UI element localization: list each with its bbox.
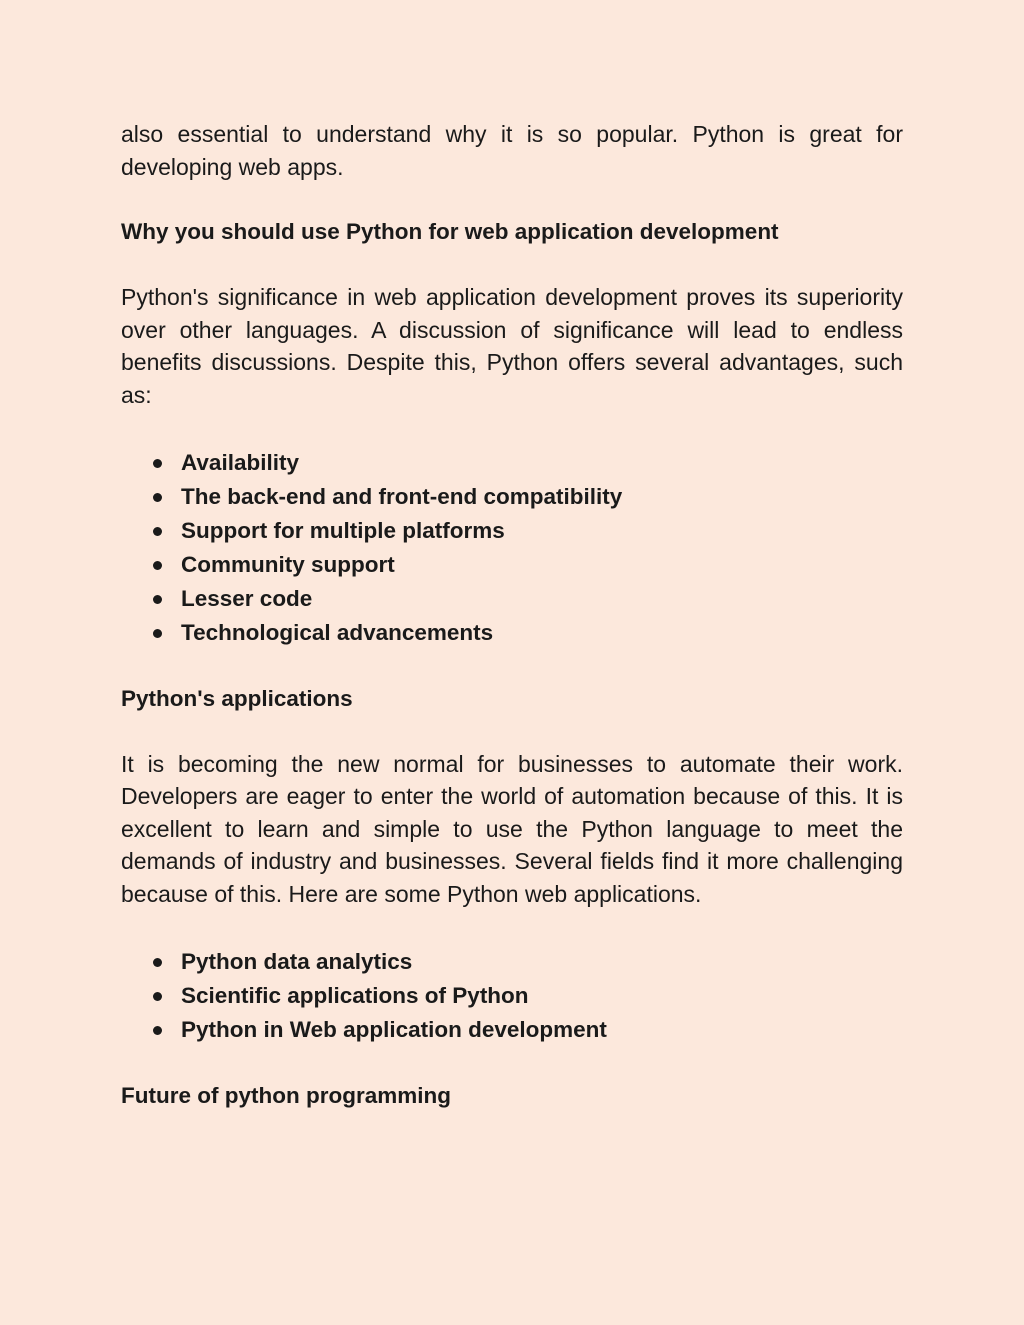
list-item-label: The back-end and front-end compatibility [181,483,623,509]
bullet-icon [153,459,162,468]
list-item [153,514,903,548]
list-item-label: Lesser code [181,585,313,611]
list-item [153,1013,903,1047]
list-item [153,616,903,650]
list-item [153,979,903,1013]
bullet-icon [153,595,162,604]
applications-paragraph: It is becoming the new normal for businesses to automate their work. Developers are eager to enter the world of automation because of this. It is excellent to learn and simple to use the Python language to meet the demands of industry and businesses. Several fields find it more challenging because of this. Here are some Python web applications. [121,750,903,907]
list-item [153,548,903,582]
bullet-icon [153,527,162,536]
list-item-label: Technological advancements [181,619,494,645]
list-item-label: Python data analytics [181,948,413,974]
bullet-icon [153,992,162,1001]
list-item [153,480,903,514]
bullet-icon [153,493,162,502]
heading-future: Future of python programming [121,1082,451,1108]
bullet-icon [153,561,162,570]
applications-list [121,945,903,1047]
heading-applications: Python's applications [121,685,353,711]
bullet-icon [153,958,162,967]
intro-paragraph: also essential to understand why it is so popular. Python is great for developing web apps. [121,121,903,180]
list-item-label: Scientific applications of Python [181,982,529,1008]
bullet-icon [153,1026,162,1035]
list-item [153,582,903,616]
bullet-icon [153,629,162,638]
advantages-list [121,446,903,650]
list-item-label: Python in Web application development [181,1016,607,1042]
list-item [153,945,903,979]
list-item [153,446,903,480]
list-item-label: Availability [181,449,299,475]
list-item-label: Community support [181,551,395,577]
list-item-label: Support for multiple platforms [181,517,505,543]
why-python-paragraph: Python's significance in web application development proves its superiority over other languages. A discussion of significance will lead to endless benefits discussions. Despite this, Python offers several advantages, such as: [121,284,903,408]
heading-why-python: Why you should use Python for web application development [121,219,779,245]
